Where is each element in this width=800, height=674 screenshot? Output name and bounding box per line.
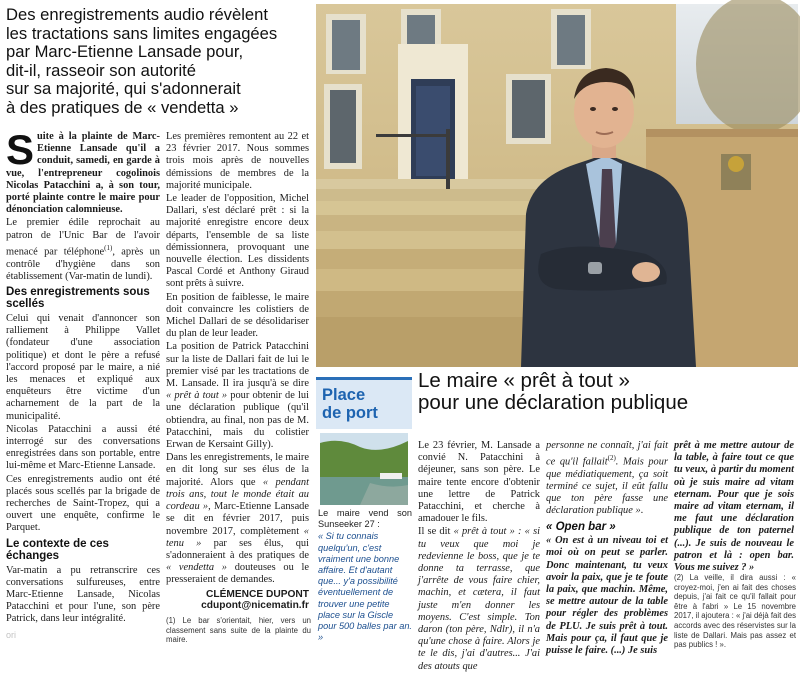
headline-line: sur sa majorité, qui s'adonnerait (6, 79, 241, 99)
watermark: ori (6, 630, 17, 640)
sidebar-title-line: Place (322, 386, 366, 404)
article-photo (316, 4, 798, 367)
headline-line: dit-il, rasseoir son autorité (6, 60, 196, 80)
headline-line: Des enregistrements audio révèlent (6, 5, 268, 24)
sidebar-text (318, 508, 412, 643)
sidebar-quote: « Si tu connais quelqu'un, c'est vraiment une bonne affaire. Et d'autant que... y'a possibilité éventuellement de trouver une petite place sur la Giscle pour 500 balles par an. » (318, 531, 412, 643)
sidebar-river-illustration (320, 433, 408, 505)
headline-line: les tractations sans limites engagées (6, 23, 278, 43)
paragraph: Dans les enregistrements, le maire en dit long sur ses élus de la majorité. Alors que « pendant trois ans, tout le monde était au cordeau », Marc-Etienne Lansade se dit en février 2017, puis novembre 2017, complètement « tenu » par ses élus, qui s'adonneraient à des pratiques de « vendetta » douteuses ou le presseraient de demandes. (166, 452, 309, 586)
drop-cap: S (6, 126, 35, 173)
sidebar-caption: Le maire vend son Sunseeker 27 : (318, 508, 412, 530)
paragraph: En position de faiblesse, le maire doit convaincre les colistiers de Michel Dallari de se désolidariser du plan de leur leader. (166, 291, 309, 340)
subheading: Des enregistrements sous scellés (6, 285, 150, 311)
footnote-1: (1) Le bar s'orientait, hier, vers un classement sans suite de la plainte du maire. (166, 616, 311, 645)
paragraph: La position de Patrick Patacchini sur la liste de Dallari fait de lui le premier visé par les tractations de M. Lansade. Il ira jusqu'à se dire « prêt à tout » pour obtenir de lui une déclaration publique (qu'il obtiendra, au final, non pas de M. Patacchini, mais du colistier Erwan de Kersaint Gilly). (166, 341, 309, 451)
sidebar-title-line: de port (322, 404, 378, 422)
paragraph: Le premier édile reprochait au patron de l'Unic Bar de l'avoir menacé par téléphone$^{(1)}$, après un contrôle d'hygiène dans son établissement (Var-matin de lundi). (6, 217, 161, 282)
paragraph-intro: Suite à la plainte de Marc-Etienne Lansade qu'il a conduit, samedi, en garde à vue, l'entrepreneur cogolinois Nicolas Patacchini a, à son tour, porté plainte contre le maire pour dénonciation calomnieuse. (6, 126, 160, 216)
paragraph: Celui qui venait d'annoncer son ralliement à Philippe Vallet (fondateur d'une association politique) et dont le père a refusé l'accord proposé par le maire, a nié les menaces et expliqué aux enquêteurs être victime d'un acharnement de la part de la municipalité. (6, 312, 160, 422)
paragraph: personne ne connaît, j'ai fait ce qu'il fallait$^{(2)}$. Mais pour que médiatiquement, ça soit terminé ce sujet, il eût fallu que ton père fasse une déclaration publique ». (546, 440, 668, 517)
paragraph: Nicolas Patacchini a aussi été interrogé sur des conversations enregistrées dans son portable, entre lui-même et Marc-Etienne Lansade. (6, 423, 160, 472)
subheading: « Open bar » (546, 520, 616, 533)
photo-illustration (316, 4, 798, 367)
author-signature (166, 589, 309, 612)
headline-line: à des pratiques de « vendetta » (6, 97, 239, 117)
paragraph: Le 23 février, M. Lansade a convié N. Patacchini à déjeuner, sans son père. Le maire tente encore d'obtenir une lettre de Patrick Patacchini, et cherche à amadouer le fils. (418, 440, 540, 525)
section-headline-line: Le maire « prêt à tout » (418, 369, 630, 392)
sidebar-photo (320, 433, 408, 505)
paragraph: Les premières remontent au 22 et 23 février 2017. Nous sommes trois mois après de nouvelles démissions de membres de la majorité municipale. (166, 131, 309, 191)
article-headline (6, 6, 306, 118)
article-column-5 (674, 440, 794, 575)
paragraph: « On est à un niveau toi et moi où on peut se parler. Donc maintenant, tu veux avoir la paix, que je te foute la paix, que machin. Même, se mettre autour de la table pour régler des problèmes de PLU. Je suis prêt à tout. Mais pour ça, il faut que je puisse le faire. (...) Je suis (546, 535, 668, 657)
paragraph: prêt à me mettre autour de la table, à faire tout ce que tu veux, à partir du moment où je suis maire ad vitam eternam. Pour que je sois maire ad vitam eternam, il me faut une déclaration publique de ton paternel (...). Je suis de nouveau le patron et là : open bar. Vous me suivez ? » (674, 440, 794, 574)
section-headline (418, 370, 798, 414)
author-email: cdupont@nicematin.fr (201, 600, 309, 612)
article-column-4 (546, 440, 668, 658)
sidebar-title (316, 377, 412, 429)
article-column-2 (166, 131, 309, 612)
paragraph: Il se dit « prêt à tout » : « si tu veux que moi je redevienne le boss, que je te donne ta terrasse, que j'arrête de vous faire chier, machin, et cætera, il faut juste m'en donner les moyens. C'est simple. Ton daron (ton père, Ndlr), il n'a qu'une chose à faire. Alors je te le dis, j'ai d'autres... J'ai des atouts que (418, 526, 540, 672)
article-column-1 (6, 126, 161, 627)
section-headline-line: pour une déclaration publique (418, 391, 689, 414)
paragraph: Le leader de l'opposition, Michel Dallari, s'est déclaré prêt : si la majorité enregistre encore deux départs, l'ensemble de sa liste démissionnera, provoquant une nouvelle élection. Les dissidents Pascal Cordé et Anthony Giraud sont prêts à suivre. (166, 193, 309, 290)
author-name: CLÉMENCE DUPONT (205, 588, 309, 600)
article-column-3 (418, 440, 540, 674)
subheading: Le contexte de ces échanges (6, 537, 109, 563)
paragraph: Ces enregistrements audio ont été placés sous scellés par la brigade de recherches de Saint-Tropez, qui a ouvert une enquête, confirme le Parquet. (6, 473, 160, 534)
sidebar-box (316, 377, 412, 643)
footnote-2: (2) La veille, il dira aussi : « croyez-moi, j'en ai fait des choses depuis, j'ai fait ce qu'il fallait pour être à l'abri » Le 15 novembre 2017, il ajoutera : « j'ai déjà fait des accords avec des réservistes sur la liste de Dallari. Mais pas assez et pas publics ! ». (674, 573, 796, 650)
paragraph: Var-matin a pu retranscrire ces conversations sulfureuses, entre Marc-Etienne Lansade, Nicolas Patacchini et pour l'une, son père Patrick, dans leur intégralité. (6, 564, 160, 625)
headline-line: par Marc-Etienne Lansade pour, (6, 42, 244, 62)
